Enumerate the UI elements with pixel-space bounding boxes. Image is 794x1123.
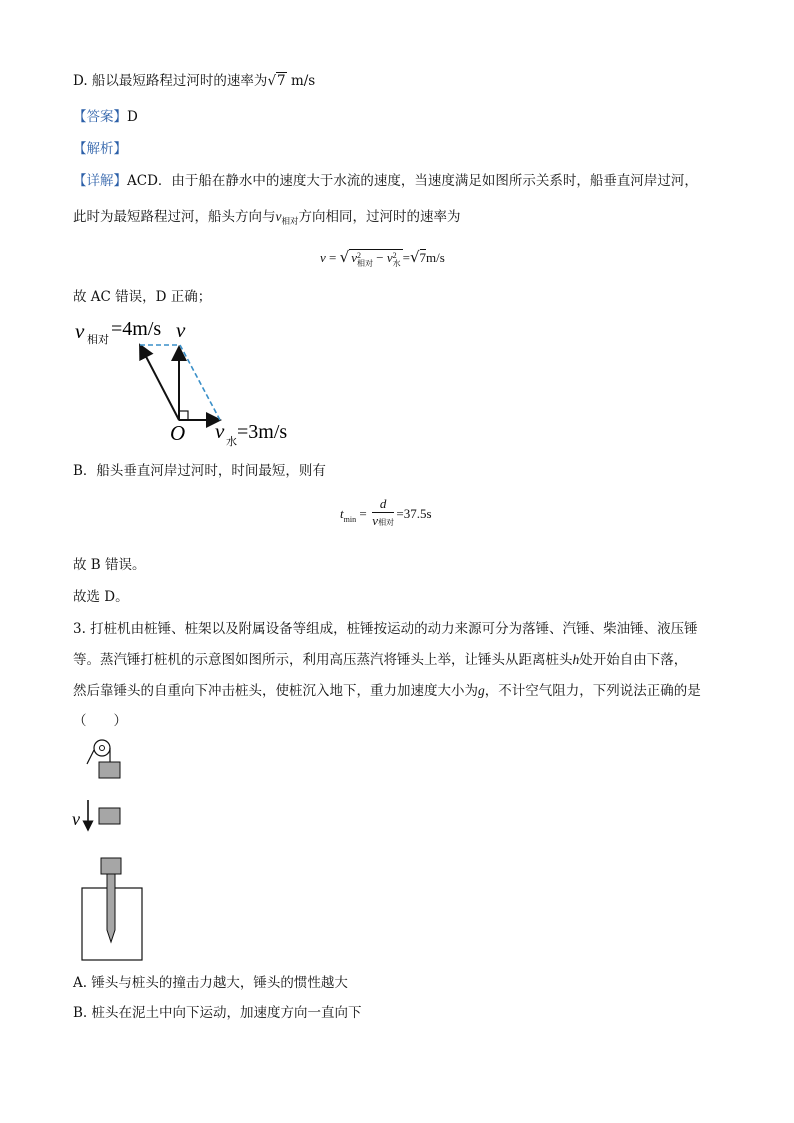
label-vrel-sub: 相对 bbox=[87, 334, 109, 346]
option-d-text: D. 船以最短路程过河时的速率为 bbox=[73, 73, 268, 89]
formula1-sqrt-sign: √ bbox=[339, 248, 350, 266]
pulley-icon bbox=[94, 740, 110, 756]
option-d-radicand: 7 bbox=[277, 73, 286, 89]
detail-tag: 【详解】 bbox=[73, 173, 127, 189]
pile-head bbox=[101, 858, 121, 874]
detail-line-2 bbox=[73, 208, 461, 231]
q3-line-3 bbox=[73, 682, 701, 700]
right-angle-mark bbox=[179, 411, 188, 420]
formula1-sq-2: 2 bbox=[392, 251, 397, 260]
detail-var-sub: 相对 bbox=[281, 217, 299, 227]
pile-diagram bbox=[70, 738, 160, 966]
q3-bracket: （ ） bbox=[73, 713, 127, 729]
q3-line-2b: 处开始自由下落， bbox=[579, 652, 688, 668]
formula-speed bbox=[320, 248, 445, 268]
formula1-sq-1: 2 bbox=[356, 251, 361, 260]
formula2-rhs: =37.5s bbox=[396, 505, 432, 521]
formula-time bbox=[340, 496, 432, 531]
formula2-eq: = bbox=[356, 505, 370, 521]
formula1-sub-2: 水 bbox=[392, 259, 401, 268]
hammer-raised bbox=[99, 762, 120, 778]
formula1-sqrt-sign-2: √ bbox=[409, 248, 420, 266]
formula2-lhs: t bbox=[340, 505, 344, 521]
answer-tag: 【答案】 bbox=[73, 109, 127, 125]
detail-var-v: v bbox=[275, 209, 282, 224]
q3-line-2a: 等。蒸汽锤打桩机的示意图如图所示，利用高压蒸汽将锤头上举，让锤头从距离桩头 bbox=[73, 652, 573, 668]
q3-line-3a: 然后靠锤头的自重向下冲击桩头，使桩沉入地下，重力加速度大小为 bbox=[73, 683, 478, 699]
formula2-den-var: v bbox=[372, 513, 379, 528]
option-d-unit: m/s bbox=[290, 73, 316, 89]
formula2-fraction bbox=[372, 496, 395, 531]
detail-text-1: ACD．由于船在静水中的速度大于水流的速度，当速度满足如图所示关系时，船垂直河岸过河， bbox=[127, 173, 698, 189]
formula2-den-sub: 相对 bbox=[378, 518, 395, 527]
answer-value: D bbox=[127, 109, 138, 125]
label-origin: O bbox=[170, 421, 186, 445]
choice: 故选 D。 bbox=[73, 589, 129, 605]
q3-line-2 bbox=[73, 651, 687, 669]
label-vwater: v bbox=[215, 419, 225, 443]
conclusion-1: 故 AC 错误，D 正确； bbox=[73, 289, 212, 305]
conclusion-2: 故 B 错误。 bbox=[73, 557, 146, 573]
formula2-den bbox=[372, 513, 394, 531]
q3-var-h: h bbox=[572, 652, 580, 667]
formula1-lhs: v bbox=[320, 250, 326, 265]
analysis-line bbox=[73, 140, 127, 158]
option-3a: A. 锤头与桩头的撞击力越大，锤头的惯性越大 bbox=[73, 975, 348, 991]
vrel-arrow bbox=[140, 345, 179, 420]
option-3b: B. 桩头在泥土中向下运动，加速度方向一直向下 bbox=[73, 1005, 362, 1021]
detail-text-2a: 此时为最短路程过河，船头方向与 bbox=[73, 209, 276, 225]
formula1-sub-1: 相对 bbox=[356, 259, 373, 268]
vector-diagram bbox=[70, 318, 330, 450]
formula1-radicand-2: 7 bbox=[419, 250, 426, 265]
label-vwater-value: =3m/s bbox=[237, 421, 288, 443]
label-v: v bbox=[176, 318, 186, 342]
formula1-unit: m/s bbox=[426, 250, 445, 265]
formula2-lhs-sub: min bbox=[343, 515, 357, 524]
pulley-axle-icon bbox=[100, 746, 105, 751]
dashed-side bbox=[180, 345, 220, 420]
q3-line-3b: ，不计空气阻力，下列说法正确的是 bbox=[484, 683, 701, 699]
formula1-eq: = bbox=[325, 250, 340, 265]
answer-line bbox=[73, 108, 138, 126]
formula1-rhs: = bbox=[402, 250, 410, 265]
detail-line-1 bbox=[73, 172, 698, 190]
option-b-analysis: B．船头垂直河岸过河时，时间最短，则有 bbox=[73, 463, 326, 479]
option-d bbox=[73, 72, 315, 90]
detail-text-2b: 方向相同，过河时的速率为 bbox=[298, 209, 461, 225]
label-vrel-value: =4m/s bbox=[111, 318, 162, 340]
analysis-tag: 【解析】 bbox=[73, 141, 127, 157]
label-vwater-sub: 水 bbox=[226, 436, 237, 448]
formula2-num: d bbox=[372, 496, 395, 513]
q3-line-1: 3. 打桩机由桩锤、桩架以及附属设备等组成，桩锤按运动的动力来源可分为落锤、汽锤、柴油锤、液压锤 bbox=[73, 621, 698, 637]
hammer-falling bbox=[99, 808, 120, 824]
pile bbox=[107, 874, 115, 942]
sqrt-sign: √ bbox=[267, 73, 277, 89]
formula1-radicand: v2 相对 − v2 水 bbox=[351, 250, 401, 268]
label-vrel: v bbox=[75, 319, 85, 343]
pulley-support bbox=[87, 750, 94, 764]
q3-var-g: g bbox=[478, 683, 485, 698]
label-v-fall: v bbox=[72, 809, 80, 829]
